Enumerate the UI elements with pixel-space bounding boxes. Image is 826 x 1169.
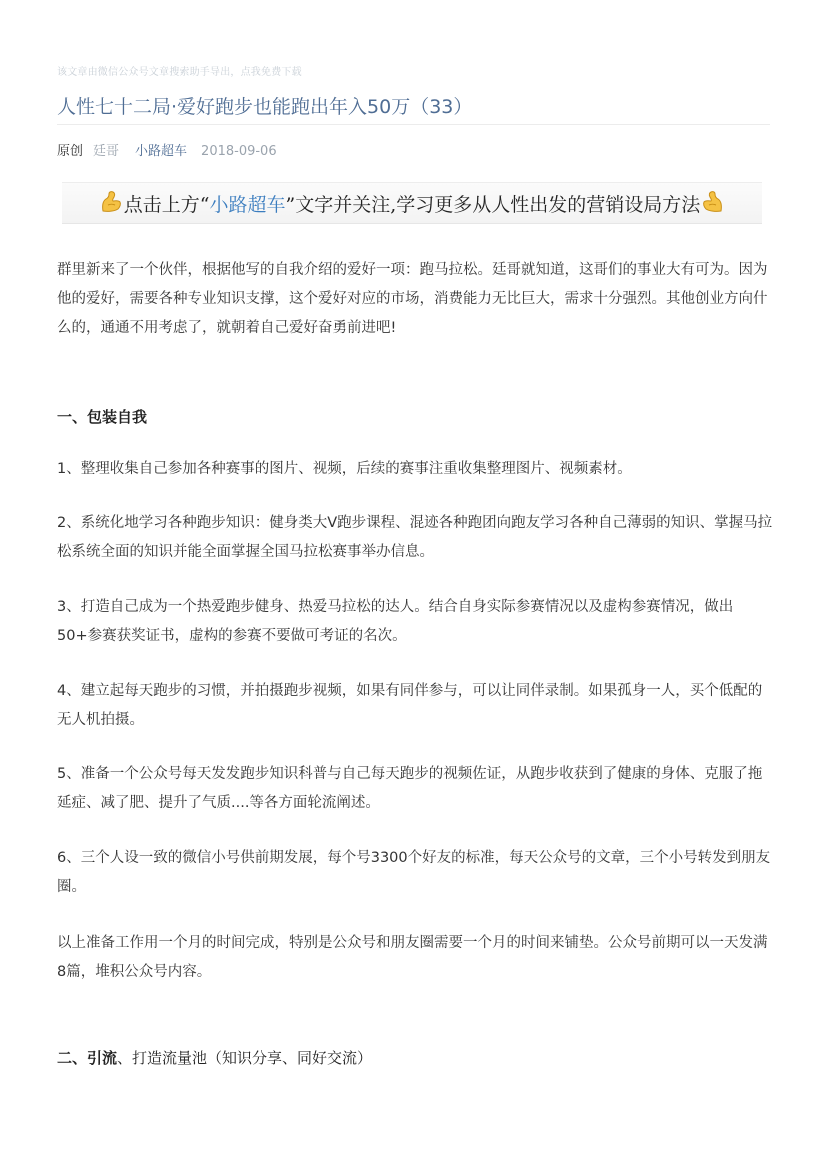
publish-date: 2018-09-06 bbox=[201, 144, 277, 159]
section1-summary: 以上准备工作用一个月的时间完成，特别是公众号和朋友圈需要一个月的时间来铺垫。公众号前期可以一天发满8篇，堆积公众号内容。 bbox=[57, 935, 768, 980]
section1-item-4: 4、建立起每天跑步的习惯，并拍摄跑步视频，如果有同伴参与，可以让同伴录制。如果孤身一人，买个低配的无人机拍摄。 bbox=[57, 683, 763, 728]
section1-item-1: 1、整理收集自己参加各种赛事的图片、视频，后续的赛事注重收集整理图片、视频素材。 bbox=[57, 461, 632, 477]
section1-item-2: 2、系统化地学习各种跑步知识：健身类大V跑步课程、混迹各种跑团向跑友学习各种自己薄弱的知识、掌握马拉松系统全面的知识并能全面掌握全国马拉松赛事举办信息。 bbox=[57, 515, 773, 560]
flexed-biceps-icon bbox=[702, 189, 724, 218]
section1-item-5: 5、准备一个公众号每天发发跑步知识科普与自己每天跑步的视频佐证，从跑步收获到了健康的身体、克服了拖延症、减了肥、提升了气质....等各方面轮流阐述。 bbox=[57, 766, 763, 811]
author-name: 廷哥 bbox=[93, 144, 120, 159]
intro-paragraph: 群里新来了一个伙伴，根据他写的自我介绍的爱好一项：跑马拉松。廷哥就知道，这哥们的事业大有可为。因为他的爱好，需要各种专业知识支撑，这个爱好对应的市场，消费能力无比巨大，需求十分强烈。其他创业方向什么的，通通不用考虑了，就朝着自己爱好奋勇前进吧! bbox=[57, 262, 768, 336]
section2-heading-bold: 二、引流 bbox=[57, 1049, 118, 1067]
title-divider bbox=[57, 124, 770, 125]
original-tag: 原创 bbox=[57, 144, 84, 159]
follow-banner[interactable] bbox=[62, 182, 762, 224]
account-link[interactable]: 小路超车 bbox=[135, 144, 188, 159]
export-watermark-link[interactable]: 该文章由微信公众号文章搜索助手导出，点我免费下载 bbox=[57, 67, 302, 78]
article-title: 人性七十二局·爱好跑步也能跑出年入50万（33） bbox=[57, 96, 473, 118]
section1-heading: 一、包装自我 bbox=[57, 408, 148, 426]
banner-text-prefix: 点击上方“ bbox=[123, 193, 210, 216]
section1-item-6: 6、三个人设一致的微信小号供前期发展，每个号3300个好友的标准，每天公众号的文章，三个小号转发到朋友圈。 bbox=[57, 850, 771, 895]
article-meta bbox=[57, 140, 277, 159]
section1-item-3: 3、打造自己成为一个热爱跑步健身、热爱马拉松的达人。结合自身实际参赛情况以及虚构参赛情况，做出50+参赛获奖证书，虚构的参赛不要做可考证的名次。 bbox=[57, 599, 734, 644]
section2-heading bbox=[57, 1047, 372, 1068]
flexed-biceps-icon bbox=[100, 189, 122, 218]
section2-heading-rest: 、打造流量池（知识分享、同好交流） bbox=[117, 1049, 373, 1067]
banner-account-highlight[interactable]: 小路超车 bbox=[209, 193, 286, 216]
banner-text-suffix: ”文字并关注,学习更多从人性出发的营销设局方法 bbox=[285, 193, 701, 216]
